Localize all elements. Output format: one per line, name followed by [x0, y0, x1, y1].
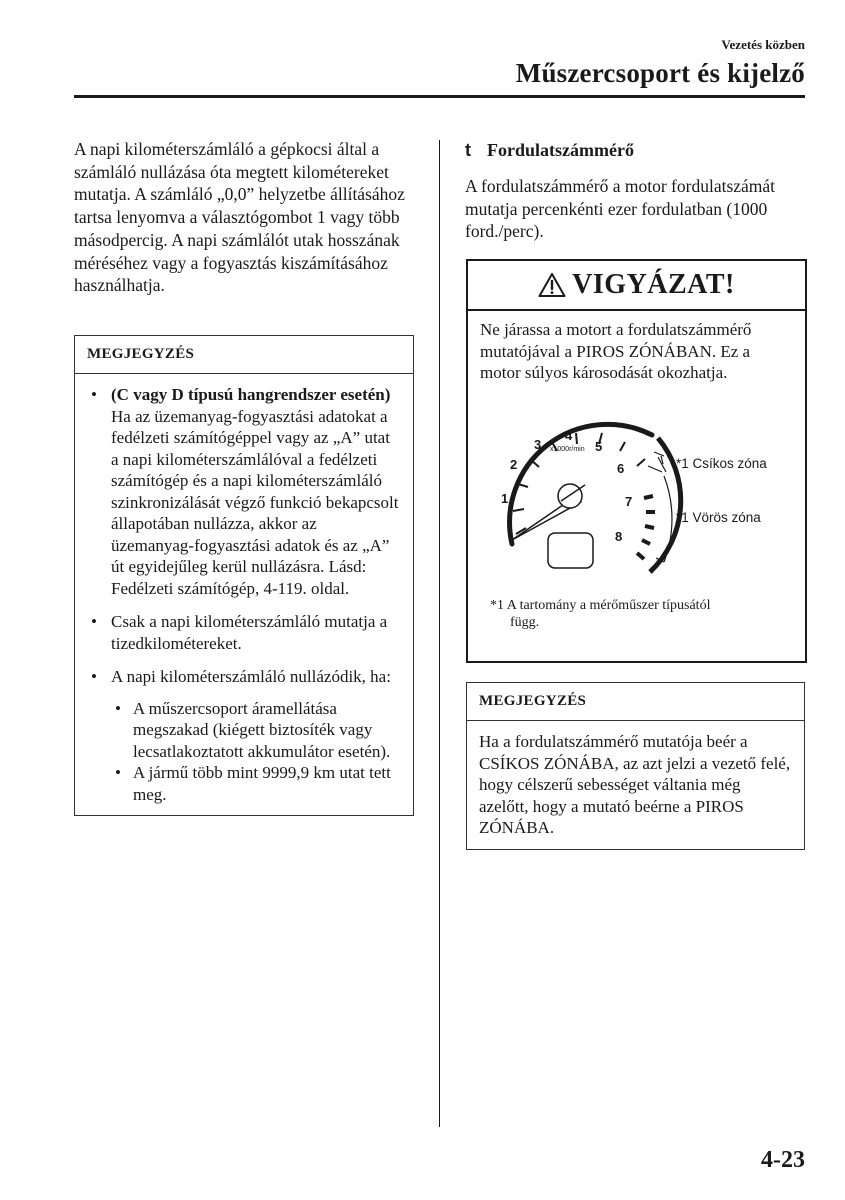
gauge-number-1: 1 — [501, 491, 509, 506]
warning-triangle-icon — [538, 272, 566, 298]
gauge-number-3: 3 — [534, 437, 542, 452]
right-column — [465, 140, 805, 243]
column-divider — [439, 140, 440, 1127]
running-header-section: Vezetés közben — [721, 37, 805, 52]
gauge-number-6: 6 — [617, 461, 625, 476]
gauge-display-window — [548, 533, 593, 568]
note-body: Ha a fordulatszámmérő mutatója beér a CSÍKOS ZÓNÁBA, az azt jelzi a vezető felé, hogy célszerű sebességet váltania még azelőtt, hogy a mutató beérne a PIROS ZÓNÁBA. — [479, 732, 791, 837]
tachometer-paragraph: A fordulatszámmérő a motor fordulatszámát mutatja percenkénti ezer fordulatban (1000 ford./perc). — [465, 176, 776, 242]
note-item-title: (C vagy D típusú hangrendszer esetén) — [111, 385, 391, 404]
warning-text: Ne járassa a motort a fordulatszámmérő mutatójával a PIROS ZÓNÁBAN. Ez a motor súlyos károsodását okozhatja. — [480, 320, 752, 382]
warning-box — [466, 259, 807, 663]
warning-title: VIGYÁZAT! — [572, 269, 735, 300]
note-item-text: A napi kilométerszámláló nullázódik, ha: — [111, 667, 391, 686]
note-body — [75, 374, 413, 815]
note-box-left — [74, 335, 414, 816]
gauge-red-ticks — [637, 496, 655, 559]
note-item-text: Csak a napi kilométerszámláló mutatja a tizedkilométereket. — [111, 612, 388, 653]
left-column — [74, 138, 414, 297]
note-subitem-power: • A műszercsoport áramellátása megszakad (kiégett biztosíték vagy lecsatlakoztatott akkumulátor esetén). — [111, 698, 401, 763]
note-subitem-distance: • A jármű több mint 9999,9 km utat tett meg. — [111, 762, 401, 805]
gauge-number-8: 8 — [615, 529, 623, 544]
section-bullet-icon: t — [465, 140, 471, 160]
warning-heading — [468, 261, 805, 311]
red-zone-label: *1 Vörös zóna — [676, 510, 761, 525]
gauge-bezel — [510, 424, 652, 544]
footnote-line: *1 A tartomány a mérőműszer típusától — [490, 598, 711, 613]
note-item-decimal — [87, 611, 401, 654]
note-heading: MEGJEGYZÉS — [467, 683, 804, 721]
note-item-sync — [87, 384, 401, 599]
note-item-reset — [87, 666, 401, 805]
header-rule — [74, 95, 805, 98]
gauge-number-4: 4 — [565, 428, 573, 443]
gauge-hub — [558, 484, 582, 508]
page-title: Műszercsoport és kijelző — [515, 58, 805, 88]
gauge-footnote — [490, 597, 790, 631]
note-item-text: Ha az üzemanyag-fogyasztási adatokat a fedélzeti számítógéppel vagy az „A” utat a napi kilométerszámlálóval a fedélzeti számítógép és a napi kilométerszámláló szinkronizálását végző funkció bekapcsolt állapotában nullázza, akkor az üzemanyag-fogyasztási adatok és az „A” út egyidejűleg kerül nullázásra. Lásd: Fedélzeti számítógép, 4-119. oldal. — [111, 406, 399, 598]
gauge-number-5: 5 — [595, 439, 603, 454]
footnote-line: függ. — [510, 615, 540, 630]
gauge-number-2: 2 — [510, 457, 518, 472]
page-number: 4-23 — [761, 1147, 805, 1173]
section-title: Fordulatszámmérő — [487, 140, 634, 160]
gauge-number-7: 7 — [625, 494, 633, 509]
trip-meter-paragraph: A napi kilométerszámláló a gépkocsi által a számláló nullázása óta megtett kilométereket mutatja. A számláló „0,0” helyzetbe állításához tartsa lenyomva a választógombot 1 vagy több másodpercig. A napi számlálót utak hosszának méréséhez vagy a fogyasztás kiszámításához használhatja. — [74, 139, 405, 296]
note-heading: MEGJEGYZÉS — [75, 336, 413, 374]
note-box-right — [466, 682, 805, 850]
gauge-unit: x1000r/min — [550, 446, 585, 453]
striped-zone-label: *1 Csíkos zóna — [676, 456, 767, 471]
tachometer-illustration — [468, 416, 805, 586]
section-heading — [465, 140, 805, 161]
